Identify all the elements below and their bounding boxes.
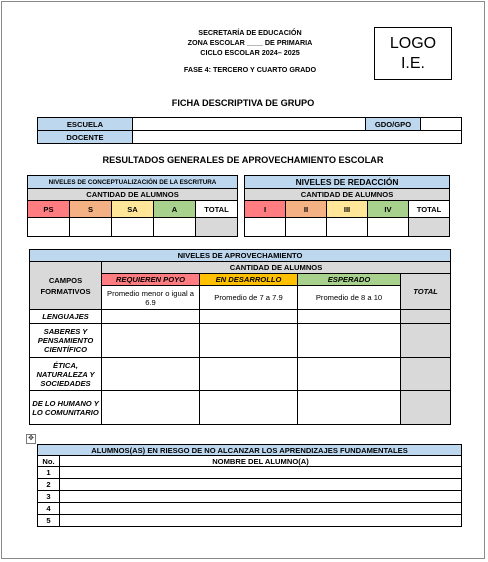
writing-total-header: TOTAL: [196, 201, 238, 218]
document-header: [150, 28, 350, 75]
risk-row-number: 3: [38, 491, 60, 503]
header-line-4: FASE 4: TERCERO Y CUARTO GRADO: [183, 65, 317, 74]
writing-cell[interactable]: [28, 218, 70, 237]
achievement-subtitle: CANTIDAD DE ALUMNOS: [102, 262, 451, 274]
escuela-field[interactable]: [133, 118, 366, 131]
risk-name-cell[interactable]: [60, 467, 462, 479]
results-title: RESULTADOS GENERALES DE APROVECHAMIENTO ESCOLAR: [102, 155, 384, 165]
writing-levels-table: [27, 175, 238, 237]
risk-name-cell[interactable]: [60, 491, 462, 503]
risk-students-table: [37, 444, 462, 527]
redaction-cell[interactable]: [286, 218, 327, 237]
achievement-cell[interactable]: [102, 310, 200, 324]
school-info-table: [37, 117, 462, 144]
logo-line-1: LOGO: [389, 35, 437, 52]
writing-level-ps: PS: [28, 201, 70, 218]
level-esperado-desc: Promedio de 8 a 10: [298, 286, 401, 310]
campos-formativos-header: CAMPOS FORMATIVOS: [30, 262, 102, 310]
risk-row-number: 5: [38, 515, 60, 527]
logo-line-2: I.E.: [400, 55, 425, 72]
level-esperado: ESPERADO: [298, 274, 401, 286]
achievement-cell[interactable]: [102, 391, 200, 425]
achievement-cell[interactable]: [200, 358, 298, 391]
header-line-3: CICLO ESCOLAR 2024– 2025: [200, 48, 300, 57]
risk-name-cell[interactable]: [60, 503, 462, 515]
writing-level-sa: SA: [112, 201, 154, 218]
level-en-desarrollo-desc: Promedio de 7 a 7.9: [200, 286, 298, 310]
risk-name-cell[interactable]: [60, 515, 462, 527]
writing-levels-title: NIVELES DE CONCEPTUALIZACIÓN DE LA ESCRITURA: [28, 176, 238, 189]
level-requieren-apoyo: REQUIEREN POYO: [102, 274, 200, 286]
level-en-desarrollo: EN DESARROLLO: [200, 274, 298, 286]
gdo-gpo-field[interactable]: [421, 118, 462, 131]
achievement-total-cell: [401, 310, 451, 324]
redaction-level-iv: IV: [368, 201, 409, 218]
campo-saberes: SABERES Y PENSAMIENTO CIENTÍFICO: [30, 324, 102, 358]
redaction-cell[interactable]: [368, 218, 409, 237]
achievement-cell[interactable]: [200, 324, 298, 358]
docente-field[interactable]: [133, 131, 462, 144]
redaction-level-i: I: [245, 201, 286, 218]
header-line-1: SECRETARÍA DE EDUCACIÓN: [198, 28, 302, 37]
redaction-levels-table: [244, 175, 450, 237]
writing-cell[interactable]: [112, 218, 154, 237]
redaction-levels-subtitle: CANTIDAD DE ALUMNOS: [245, 189, 450, 201]
achievement-cell[interactable]: [298, 391, 401, 425]
writing-level-s: S: [70, 201, 112, 218]
gdo-gpo-label: GDO/GPO: [366, 118, 421, 131]
risk-no-header: No.: [38, 456, 60, 467]
form-title: FICHA DESCRIPTIVA DE GRUPO: [171, 98, 315, 108]
achievement-total-cell: [401, 391, 451, 425]
redaction-levels-title: NIVELES DE REDACCIÓN: [245, 176, 450, 189]
redaction-level-ii: II: [286, 201, 327, 218]
achievement-cell[interactable]: [102, 358, 200, 391]
level-requieren-apoyo-desc: Promedio menor o igual a 6.9: [102, 286, 200, 310]
risk-title: ALUMNOS(AS) EN RIESGO DE NO ALCANZAR LOS APRENDIZAJES FUNDAMENTALES: [38, 445, 462, 456]
achievement-total-header: TOTAL: [401, 274, 451, 310]
achievement-cell[interactable]: [102, 324, 200, 358]
docente-label: DOCENTE: [38, 131, 133, 144]
campo-humano: DE LO HUMANO Y LO COMUNITARIO: [30, 391, 102, 425]
writing-cell[interactable]: [154, 218, 196, 237]
writing-cell[interactable]: [70, 218, 112, 237]
risk-name-header: NOMBRE DEL ALUMNO(A): [60, 456, 462, 467]
redaction-total-header: TOTAL: [409, 201, 450, 218]
risk-row-number: 4: [38, 503, 60, 515]
redaction-total-cell: [409, 218, 450, 237]
achievement-cell[interactable]: [200, 391, 298, 425]
writing-level-a: A: [154, 201, 196, 218]
risk-row-number: 2: [38, 479, 60, 491]
risk-row-number: 1: [38, 467, 60, 479]
logo-box: [374, 27, 452, 80]
achievement-total-cell: [401, 358, 451, 391]
header-line-2: ZONA ESCOLAR ____ DE PRIMARIA: [187, 38, 313, 47]
writing-total-cell: [196, 218, 238, 237]
achievement-cell[interactable]: [200, 310, 298, 324]
achievement-table: [29, 249, 451, 425]
achievement-cell[interactable]: [298, 310, 401, 324]
achievement-title: NIVELES DE APROVECHAMIENTO: [30, 250, 451, 262]
escuela-label: ESCUELA: [38, 118, 133, 131]
campo-etica: ÉTICA, NATURALEZA Y SOCIEDADES: [30, 358, 102, 391]
achievement-cell[interactable]: [298, 324, 401, 358]
redaction-cell[interactable]: [327, 218, 368, 237]
achievement-total-cell: [401, 324, 451, 358]
redaction-cell[interactable]: [245, 218, 286, 237]
campo-lenguajes: LENGUAJES: [30, 310, 102, 324]
writing-levels-subtitle: CANTIDAD DE ALUMNOS: [28, 189, 238, 201]
risk-name-cell[interactable]: [60, 479, 462, 491]
table-move-handle-icon[interactable]: ✥: [26, 434, 36, 444]
achievement-cell[interactable]: [298, 358, 401, 391]
redaction-level-iii: III: [327, 201, 368, 218]
